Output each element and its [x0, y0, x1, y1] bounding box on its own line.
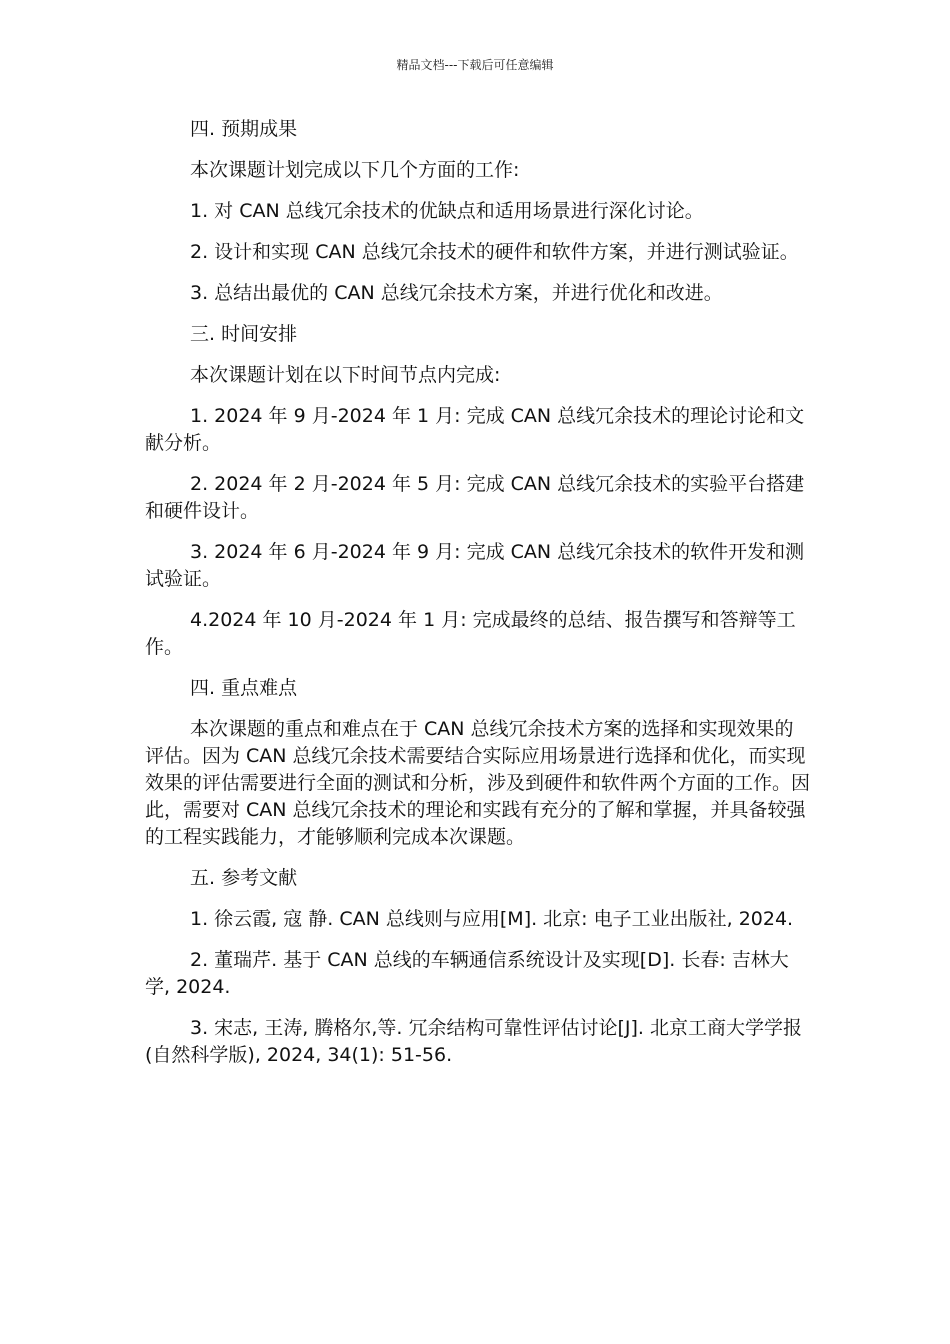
- reference-item: 3. 宋志, 王涛, 腾格尔,等. 冗余结构可靠性评估讨论[J]. 北京工商大学学报(自然科学版), 2024, 34(1): 51-56.: [145, 1017, 802, 1066]
- list-item: 4.2024 年 10 月-2024 年 1 月: 完成最终的总结、报告撰写和答辩等工作。: [145, 609, 796, 658]
- section-heading-key-difficulties: 四. 重点难点: [190, 677, 298, 699]
- paragraph: 本次课题计划完成以下几个方面的工作:: [190, 159, 520, 181]
- document-body: [145, 116, 810, 1083]
- section-heading-expected-results: 四. 预期成果: [190, 118, 298, 140]
- section-heading-schedule: 三. 时间安排: [190, 323, 298, 345]
- reference-item: 2. 董瑞芹. 基于 CAN 总线的车辆通信系统设计及实现[D]. 长春: 吉林大学, 2024.: [145, 949, 789, 998]
- list-item: 1. 对 CAN 总线冗余技术的优缺点和适用场景进行深化讨论。: [190, 200, 704, 222]
- list-item: 1. 2024 年 9 月-2024 年 1 月: 完成 CAN 总线冗余技术的理论讨论和文献分析。: [145, 405, 805, 454]
- paragraph: 本次课题的重点和难点在于 CAN 总线冗余技术方案的选择和实现效果的评估。因为 CAN 总线冗余技术需要结合实际应用场景进行选择和优化，而实现效果的评估需要进行全面的测试和分析，涉及到硬件和软件两个方面的工作。因此，需要对 CAN 总线冗余技术的理论和实践有充分的了解和掌握，并具备较强的工程实践能力，才能够顺利完成本次课题。: [145, 718, 811, 848]
- list-item: 2. 2024 年 2 月-2024 年 5 月: 完成 CAN 总线冗余技术的实验平台搭建和硬件设计。: [145, 473, 805, 522]
- paragraph: 本次课题计划在以下时间节点内完成:: [190, 364, 501, 386]
- list-item: 2. 设计和实现 CAN 总线冗余技术的硬件和软件方案，并进行测试验证。: [190, 241, 799, 263]
- reference-item: 1. 徐云霞, 寇 静. CAN 总线则与应用[M]. 北京: 电子工业出版社, 2024.: [190, 908, 794, 930]
- page-header: 精品文档---下载后可任意编辑: [396, 58, 554, 72]
- list-item: 3. 总结出最优的 CAN 总线冗余技术方案，并进行优化和改进。: [190, 282, 723, 304]
- list-item: 3. 2024 年 6 月-2024 年 9 月: 完成 CAN 总线冗余技术的软件开发和测试验证。: [145, 541, 805, 590]
- section-heading-references: 五. 参考文献: [190, 867, 298, 889]
